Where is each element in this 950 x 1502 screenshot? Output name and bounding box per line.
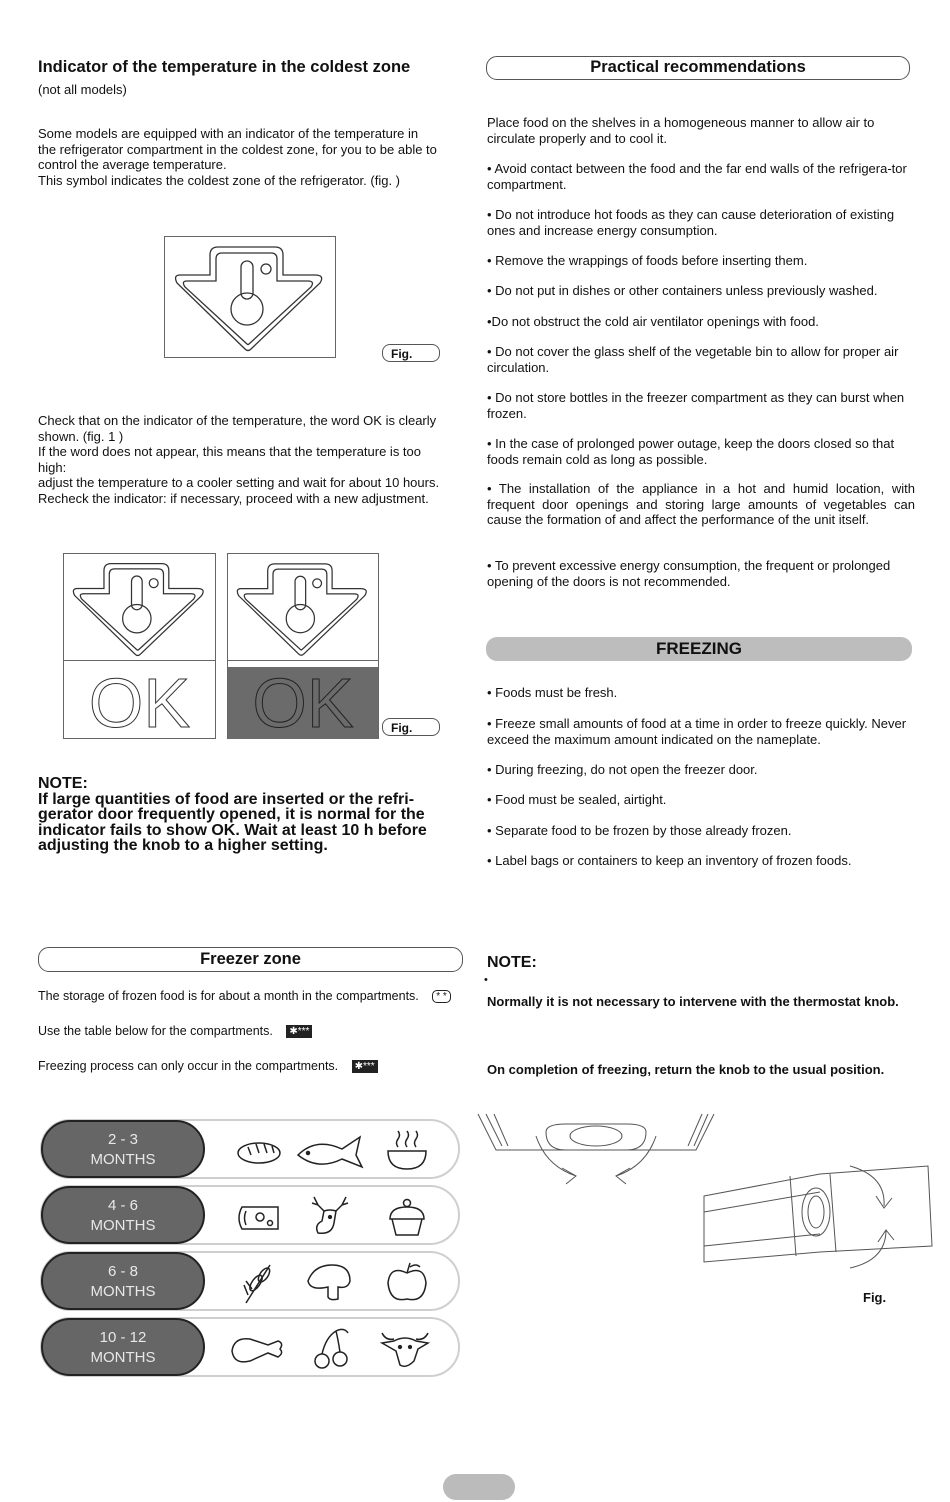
note-line: gerator door frequently opened, it is normal for the <box>38 806 425 823</box>
check-line: high: <box>38 459 67 475</box>
months-range: 4 - 6 <box>107 1197 138 1214</box>
cheese-icon <box>234 1195 284 1239</box>
mushroom-icon <box>304 1261 354 1305</box>
coldest-zone-symbol-icon <box>228 554 378 662</box>
note-line: indicator fails to show OK. Wait at least 10 h before <box>38 821 427 839</box>
practical-item: Place food on the shelves in a homogeneous manner to allow air to circulate properly and to cool it. <box>487 115 875 146</box>
months-pill <box>41 1120 205 1178</box>
note-line: adjusting the knob to a higher setting. <box>38 837 328 854</box>
practical-item: • Do not introduce hot foods as they can cause deterioration of existing ones and increase energy consumption. <box>487 207 895 238</box>
four-star-icon: ✱*** <box>286 1025 312 1038</box>
left-note <box>38 776 468 854</box>
fig-label: Fig. <box>382 718 440 736</box>
check-line: If the word does not appear, this means that the temperature is too <box>38 444 422 459</box>
right-note-line: Normally it is not necessary to intervene with the thermostat knob. <box>487 994 899 1009</box>
months-unit: MONTHS <box>90 1217 156 1234</box>
ok-label-dark: OK <box>228 667 378 739</box>
indicator-subtitle: (not all models) <box>38 82 127 97</box>
practical-item: • Remove the wrappings of foods before inserting them. <box>487 253 808 268</box>
freezer-zone-heading: Freezer zone <box>38 947 463 972</box>
indicator-intro-line: the refrigerator compartment in the coldest zone, for you to be able to <box>38 141 437 157</box>
coldest-zone-figure <box>164 236 336 358</box>
note-heading: NOTE: <box>38 775 88 792</box>
practical-heading: Practical recommendations <box>486 56 910 80</box>
indicator-intro-line: control the average temperature. <box>38 157 227 172</box>
check-line: shown. (fig. 1 ) <box>38 428 124 444</box>
practical-item: • Do not store bottles in the freezer compartment as they can burst when frozen. <box>487 390 905 421</box>
right-note-line: On completion of freezing, return the knob to the usual position. <box>487 1062 885 1077</box>
practical-item: • The installation of the appliance in a hot and humid location, with frequent door openings and storing large amounts of vegetables can cause the formation of and affect the performance of the unit itself. <box>487 481 915 527</box>
ok-label: OK <box>88 664 191 742</box>
fig-label: Fig. <box>382 344 440 362</box>
freezer-zone-line <box>38 1059 468 1073</box>
practical-item: •Do not obstruct the cold air ventilator openings with food. <box>487 314 819 329</box>
thermostat-knob-top-icon <box>476 1110 716 1190</box>
indicator-intro-line: Some models are equipped with an indicator of the temperature in <box>38 126 419 141</box>
four-star-icon: ✱*** <box>352 1060 378 1073</box>
months-row <box>40 1185 460 1245</box>
practical-item: • Avoid contact between the food and the far end walls of the refrigera-tor compartment. <box>487 161 907 192</box>
ok-indicator-light <box>63 553 216 742</box>
fish-icon <box>294 1129 366 1173</box>
indicator-title: Indicator of the temperature in the coldest zone <box>38 58 411 76</box>
note-line: If large quantities of food are inserted or the refri- <box>38 790 415 808</box>
apple-icon <box>382 1261 432 1305</box>
months-row <box>40 1251 460 1311</box>
freezer-line-text: Freezing process can only occur in the compartments. <box>38 1059 339 1073</box>
freezer-line-text: The storage of frozen food is for about a month in the compartments. <box>38 989 419 1003</box>
months-range: 2 - 3 <box>107 1131 138 1148</box>
freezing-heading: FREEZING <box>486 637 912 661</box>
check-line: Recheck the indicator: if necessary, proceed with a new adjustment. <box>38 490 429 506</box>
practical-item: • Do not put in dishes or other containers unless previously washed. <box>487 283 878 298</box>
months-unit: MONTHS <box>90 1283 156 1300</box>
deer-icon <box>304 1195 354 1239</box>
freezing-item: • During freezing, do not open the freezer door. <box>487 762 758 777</box>
knob-fig-label: Fig. <box>863 1290 887 1305</box>
freezing-item: • Food must be sealed, airtight. <box>487 792 667 807</box>
months-pill <box>41 1186 205 1244</box>
thermostat-knob-side-icon <box>700 1156 940 1276</box>
freezing-item: • Label bags or containers to keep an inventory of frozen foods. <box>487 853 852 868</box>
two-star-icon: * * <box>432 990 451 1003</box>
indicator-intro-line: This symbol indicates the coldest zone of the refrigerator. (fig. ) <box>38 172 401 188</box>
grain-icon <box>234 1261 284 1305</box>
indicator-check-text <box>38 413 468 506</box>
soup-icon <box>382 1129 432 1173</box>
months-pill <box>41 1252 205 1310</box>
months-row <box>40 1317 460 1377</box>
months-unit: MONTHS <box>90 1151 156 1168</box>
practical-item: • Do not cover the glass shelf of the vegetable bin to allow for proper air circulation. <box>487 344 899 375</box>
check-line: adjust the temperature to a cooler setting and wait for about 10 hours. <box>38 475 440 490</box>
months-range: 10 - 12 <box>99 1329 147 1346</box>
freezer-line-text: Use the table below for the compartments. <box>38 1024 273 1038</box>
freezer-zone-line <box>38 1024 468 1038</box>
page-number-pill <box>443 1474 515 1500</box>
cherries-icon <box>308 1327 358 1371</box>
freezing-item: • Foods must be fresh. <box>487 685 618 700</box>
months-unit: MONTHS <box>90 1349 156 1366</box>
months-range: 6 - 8 <box>107 1263 138 1280</box>
right-note-heading: NOTE: <box>487 954 537 971</box>
freezing-item: • Separate food to be frozen by those already frozen. <box>487 823 792 838</box>
coldest-zone-symbol-icon <box>64 554 215 662</box>
freezer-zone-line <box>38 989 468 1003</box>
bread-icon <box>234 1129 284 1173</box>
indicator-intro <box>38 126 468 188</box>
right-note-bullet: • <box>484 974 488 986</box>
check-line: Check that on the indicator of the temperature, the word OK is clearly <box>38 413 437 428</box>
months-row <box>40 1119 460 1179</box>
coldest-zone-symbol-icon <box>165 237 335 357</box>
freezing-item: • Freeze small amounts of food at a time in order to freeze quickly. Never exceed the maximum amount indicated on the nameplate. <box>487 716 907 747</box>
months-pill <box>41 1318 205 1376</box>
chicken-leg-icon <box>228 1327 288 1371</box>
practical-item: • To prevent excessive energy consumption, the frequent or prolonged opening of the doors is not recommended. <box>487 558 891 589</box>
cow-head-icon <box>376 1327 434 1371</box>
practical-item: • In the case of prolonged power outage, keep the doors closed so that foods remain cold as long as possible. <box>487 436 895 467</box>
ok-indicator-dark <box>227 553 379 742</box>
cupcake-icon <box>382 1195 432 1239</box>
